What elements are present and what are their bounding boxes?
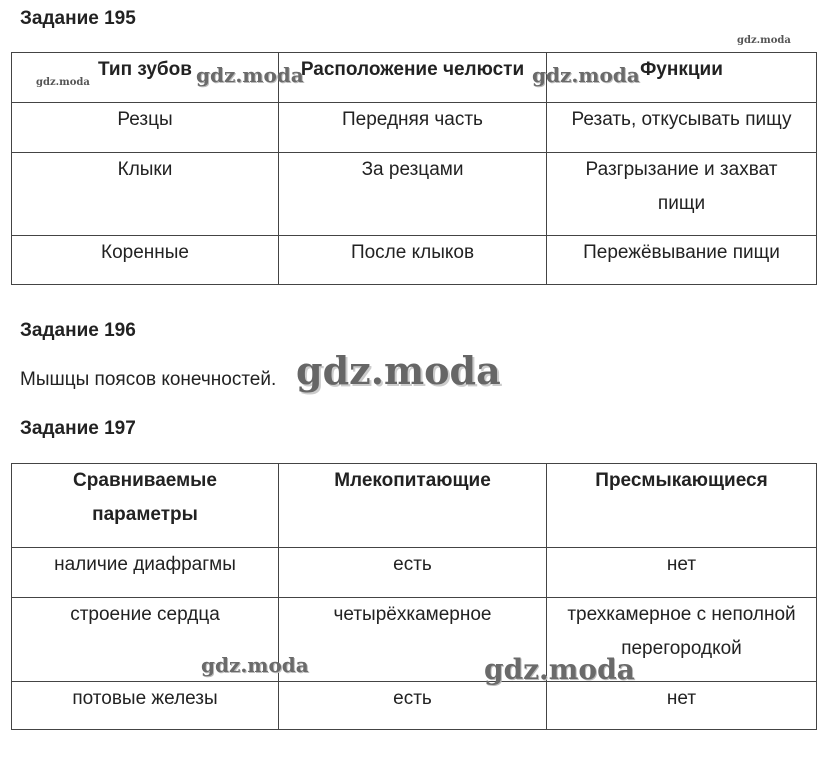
table-cell: Пережёвывание пищи — [547, 236, 817, 285]
table-cell: После клыков — [279, 236, 547, 285]
task-195-heading: Задание 195 — [20, 8, 136, 29]
table-cell: Разгрызание и захват пищи — [547, 153, 817, 236]
table-cell: строение сердца — [12, 598, 279, 682]
table-cell: есть — [279, 682, 547, 730]
watermark: gdz.moda — [484, 653, 635, 686]
table-row — [12, 236, 817, 285]
table-header-row — [12, 53, 817, 103]
table-row — [12, 548, 817, 598]
table-cell: Резать, откусывать пищу — [547, 103, 817, 153]
column-header: Млекопитающие — [279, 464, 547, 548]
column-header: Сравниваемые параметры — [12, 464, 279, 548]
comparison-table — [11, 463, 817, 730]
table-cell: есть — [279, 548, 547, 598]
watermark: gdz.moda — [532, 63, 640, 87]
watermark: gdz.moda — [737, 35, 791, 46]
table-cell: Резцы — [12, 103, 279, 153]
table-cell: Клыки — [12, 153, 279, 236]
watermark: gdz.moda — [196, 63, 304, 87]
table-row — [12, 598, 817, 682]
table-row — [12, 103, 817, 153]
table-cell: Передняя часть — [279, 103, 547, 153]
task-196-answer: Мышцы поясов конечностей. — [20, 369, 277, 390]
table-row — [12, 153, 817, 236]
table-cell: нет — [547, 548, 817, 598]
table-cell: потовые железы — [12, 682, 279, 730]
watermark: gdz.moda — [296, 348, 501, 393]
column-header: Тип зубов — [12, 53, 279, 103]
table-cell: четырёхкамерное — [279, 598, 547, 682]
column-header: Расположение челюсти — [279, 53, 547, 103]
watermark: gdz.moda — [201, 653, 309, 677]
table-header-row — [12, 464, 817, 548]
watermark: gdz.moda — [36, 77, 90, 88]
table-cell: наличие диафрагмы — [12, 548, 279, 598]
column-header: Функции — [547, 53, 817, 103]
table-cell: Коренные — [12, 236, 279, 285]
table-row — [12, 682, 817, 730]
task-197-heading: Задание 197 — [20, 418, 136, 439]
table-cell: нет — [547, 682, 817, 730]
table-cell: трехкамерное с неполной перегородкой — [547, 598, 817, 682]
column-header: Пресмыкающиеся — [547, 464, 817, 548]
task-196-heading: Задание 196 — [20, 320, 136, 341]
teeth-table — [11, 52, 817, 285]
table-cell: За резцами — [279, 153, 547, 236]
